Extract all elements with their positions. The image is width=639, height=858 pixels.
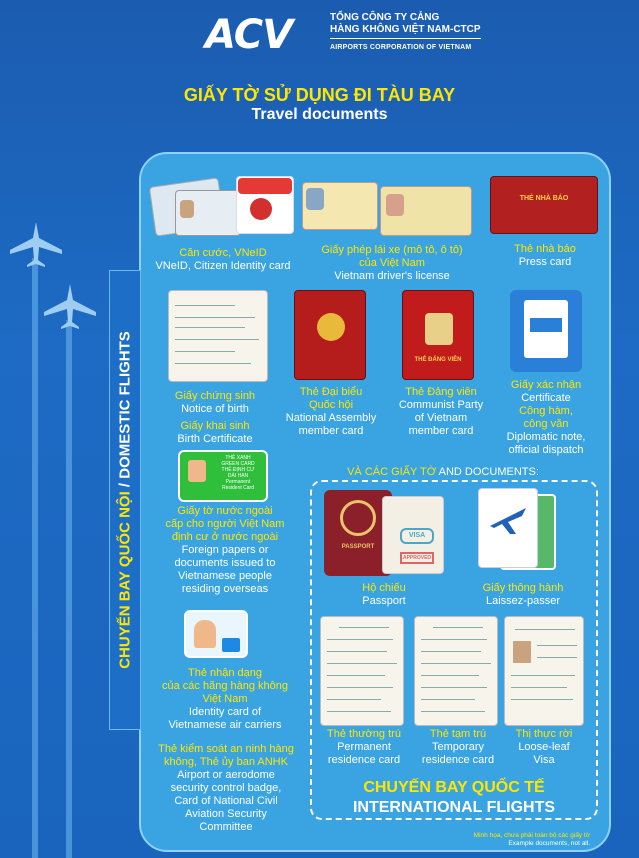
doc-label-en: Loose-leaf xyxy=(518,741,570,753)
domestic-label-en: DOMESTIC FLIGHTS xyxy=(116,331,134,479)
doc-driver-license xyxy=(300,244,484,283)
green-card-text: THẺ XANH xyxy=(225,455,251,461)
doc-label-en: residence card xyxy=(421,754,495,766)
doc-label-vn: không, Thẻ ủy ban ANHK xyxy=(164,756,288,768)
doc-label-en: Laissez-passer xyxy=(486,595,560,607)
doc-label-vn: định cư ở nước ngoài xyxy=(171,531,279,543)
green-card-text: THẺ ĐỊNH CƯ xyxy=(221,467,255,473)
doc-label-en: Temporary xyxy=(432,741,484,753)
doc-label-en: Committee xyxy=(199,821,253,833)
doc-label-en: Press card xyxy=(518,256,572,268)
airplane-icon xyxy=(8,220,64,268)
doc-label-vn: Thẻ thường trú xyxy=(327,728,401,740)
header xyxy=(0,8,639,58)
doc-label-vn: Giấy xác nhận xyxy=(510,379,582,391)
green-card-text: Resident Card xyxy=(222,485,254,491)
doc-label-en: Airport or aerodome xyxy=(177,769,275,781)
visa-stamp: VISA xyxy=(400,528,434,544)
doc-label-vn: Thẻ nhận dạng xyxy=(187,667,262,679)
corp-line-3: AIRPORTS CORPORATION OF VIETNAM xyxy=(330,44,472,51)
green-card-text: Permanent xyxy=(225,479,251,485)
doc-label-en: Passport xyxy=(362,595,406,607)
green-card-text: DÀI HẠN xyxy=(227,473,249,479)
doc-label-en: official dispatch xyxy=(508,444,584,456)
domestic-label-separator: / xyxy=(116,478,134,492)
doc-party-card xyxy=(386,386,496,438)
plane-trail xyxy=(66,320,72,858)
doc-label-vn: công văn xyxy=(523,418,569,430)
footnote-en: Example documents, not all. xyxy=(508,840,590,847)
doc-label-vn: cấp cho người Việt Nam xyxy=(165,518,285,530)
national-assembly-card-image xyxy=(294,290,366,380)
portrait-icon xyxy=(425,313,453,345)
avatar xyxy=(194,620,216,648)
doc-label-vn: Giấy khai sinh xyxy=(180,420,250,432)
doc-label-en: member card xyxy=(298,425,364,437)
doc-label-en: VNeID, Citizen Identity card xyxy=(155,260,291,272)
emblem-icon xyxy=(317,313,345,341)
doc-label-vn: Giấy phép lái xe (mô tô, ô tô) xyxy=(321,244,463,256)
doc-label-en: Foreign papers or xyxy=(181,544,269,556)
doc-label-en: Vietnamese people xyxy=(178,570,272,582)
footnote xyxy=(420,832,590,848)
doc-label-vn: Thị thực rời xyxy=(515,728,573,740)
doc-label-vn: Thẻ Đảng viên xyxy=(405,386,477,398)
press-card-image xyxy=(490,176,598,234)
doc-label-en: member card xyxy=(408,425,474,437)
airline-id-card-image xyxy=(184,610,248,658)
and-docs-vn: VÀ CÁC GIẤY TỜ xyxy=(347,466,437,478)
international-flights-label xyxy=(312,778,596,818)
acv-logo: ACV xyxy=(205,12,293,58)
doc-press-card xyxy=(490,243,600,269)
doc-label-en: residence card xyxy=(327,754,401,766)
doc-temporary-residence xyxy=(408,728,508,767)
doc-label-en: documents issued to xyxy=(174,557,276,569)
doc-loose-leaf-visa xyxy=(494,728,594,767)
domestic-label-vn: CHUYẾN BAY QUỐC NỘI xyxy=(116,491,134,669)
permanent-residence-card-image xyxy=(320,616,404,726)
plane-trail xyxy=(32,258,38,858)
press-card-text: THẺ NHÀ BÁO xyxy=(519,195,569,202)
doc-national-assembly xyxy=(276,386,386,438)
doc-label-vn: Căn cước, VNeID xyxy=(179,247,267,259)
doc-label-en: National Assembly xyxy=(285,412,377,424)
doc-label-vn: của các hãng hàng không xyxy=(162,680,288,692)
doc-label-en: Certificate xyxy=(521,392,571,404)
doc-label-vn: Giấy chứng sinh xyxy=(174,390,256,402)
footnote-vn: Minh họa, chưa phải toàn bộ các giấy tờ xyxy=(473,832,590,839)
temporary-residence-card-image xyxy=(414,616,498,726)
globe-icon xyxy=(340,500,376,536)
corporation-name xyxy=(330,12,481,54)
doc-label-en: Identity card of xyxy=(188,706,262,718)
green-card-text: GREEN CARD xyxy=(221,461,255,467)
doc-airline-id xyxy=(150,667,300,732)
doc-label-vn: Hộ chiếu xyxy=(362,582,406,594)
approved-stamp: APPROVED xyxy=(400,552,434,564)
doc-label-vn: Quốc hội xyxy=(308,399,354,411)
airplane-icon xyxy=(486,502,530,540)
passport-cover-text: PASSPORT xyxy=(341,544,375,550)
doc-label-en: Vietnam driver's license xyxy=(334,270,450,282)
doc-label-vn: Thẻ nhà báo xyxy=(514,243,576,255)
page-title-vn: GIẤY TỜ SỬ DỤNG ĐI TÀU BAY xyxy=(183,85,456,105)
doc-label-vn: Thẻ tạm trú xyxy=(429,728,487,740)
doc-label-en: Aviation Security xyxy=(185,808,267,820)
doc-certificate xyxy=(490,379,602,457)
doc-label-vn: Công hàm, xyxy=(519,405,573,417)
party-card-image xyxy=(402,290,474,380)
doc-label-vn: Việt Nam xyxy=(202,693,248,705)
doc-label-vn: của Việt Nam xyxy=(359,257,425,269)
airplane-icon xyxy=(42,282,98,330)
airplane-icon xyxy=(222,638,240,652)
doc-label-en: Vietnamese air carriers xyxy=(168,719,282,731)
certificate-icon xyxy=(510,290,582,372)
corp-line-2: HÀNG KHÔNG VIỆT NAM-CTCP xyxy=(330,24,481,39)
avatar xyxy=(188,460,206,482)
doc-citizen-id xyxy=(148,247,298,273)
page-title-en: Travel documents xyxy=(251,106,388,123)
doc-label-en: residing overseas xyxy=(181,583,269,595)
doc-birth-certificate xyxy=(150,390,280,446)
doc-security-badge xyxy=(146,743,306,834)
domestic-flights-label xyxy=(117,280,134,720)
birth-certificate-image xyxy=(168,290,268,382)
doc-label-en: Notice of birth xyxy=(181,403,249,415)
doc-label-en: Birth Certificate xyxy=(177,433,253,445)
doc-laissez-passer xyxy=(468,582,578,608)
doc-label-vn: Giấy tờ nước ngoài xyxy=(177,505,273,517)
green-card-image xyxy=(178,450,268,502)
international-label-en: INTERNATIONAL FLIGHTS xyxy=(352,799,556,816)
avatar xyxy=(513,641,531,663)
doc-passport xyxy=(332,582,436,608)
and-documents-label xyxy=(318,466,568,478)
corp-line-1: TỔNG CÔNG TY CẢNG xyxy=(330,12,440,23)
doc-label-en: Diplomatic note, xyxy=(506,431,586,443)
doc-label-en: Communist Party xyxy=(398,399,484,411)
doc-label-vn: Thẻ kiểm soát an ninh hàng xyxy=(158,743,294,755)
doc-label-en: security control badge, xyxy=(170,782,282,794)
international-label-vn: CHUYẾN BAY QUỐC TẾ xyxy=(363,779,545,796)
loose-leaf-visa-image xyxy=(504,616,584,726)
doc-label-vn: Giấy thông hành xyxy=(482,582,564,594)
and-docs-en: AND DOCUMENTS: xyxy=(436,466,539,478)
doc-label-en: Permanent xyxy=(337,741,391,753)
doc-permanent-residence xyxy=(314,728,414,767)
party-card-text: THẺ ĐẢNG VIÊN xyxy=(414,357,462,363)
doc-label-vn: Thẻ Đại biểu xyxy=(299,386,363,398)
doc-foreign-papers xyxy=(150,505,300,596)
doc-label-en: of Vietnam xyxy=(414,412,468,424)
doc-label-en: Card of National Civil xyxy=(174,795,278,807)
doc-label-en: Visa xyxy=(533,754,555,766)
